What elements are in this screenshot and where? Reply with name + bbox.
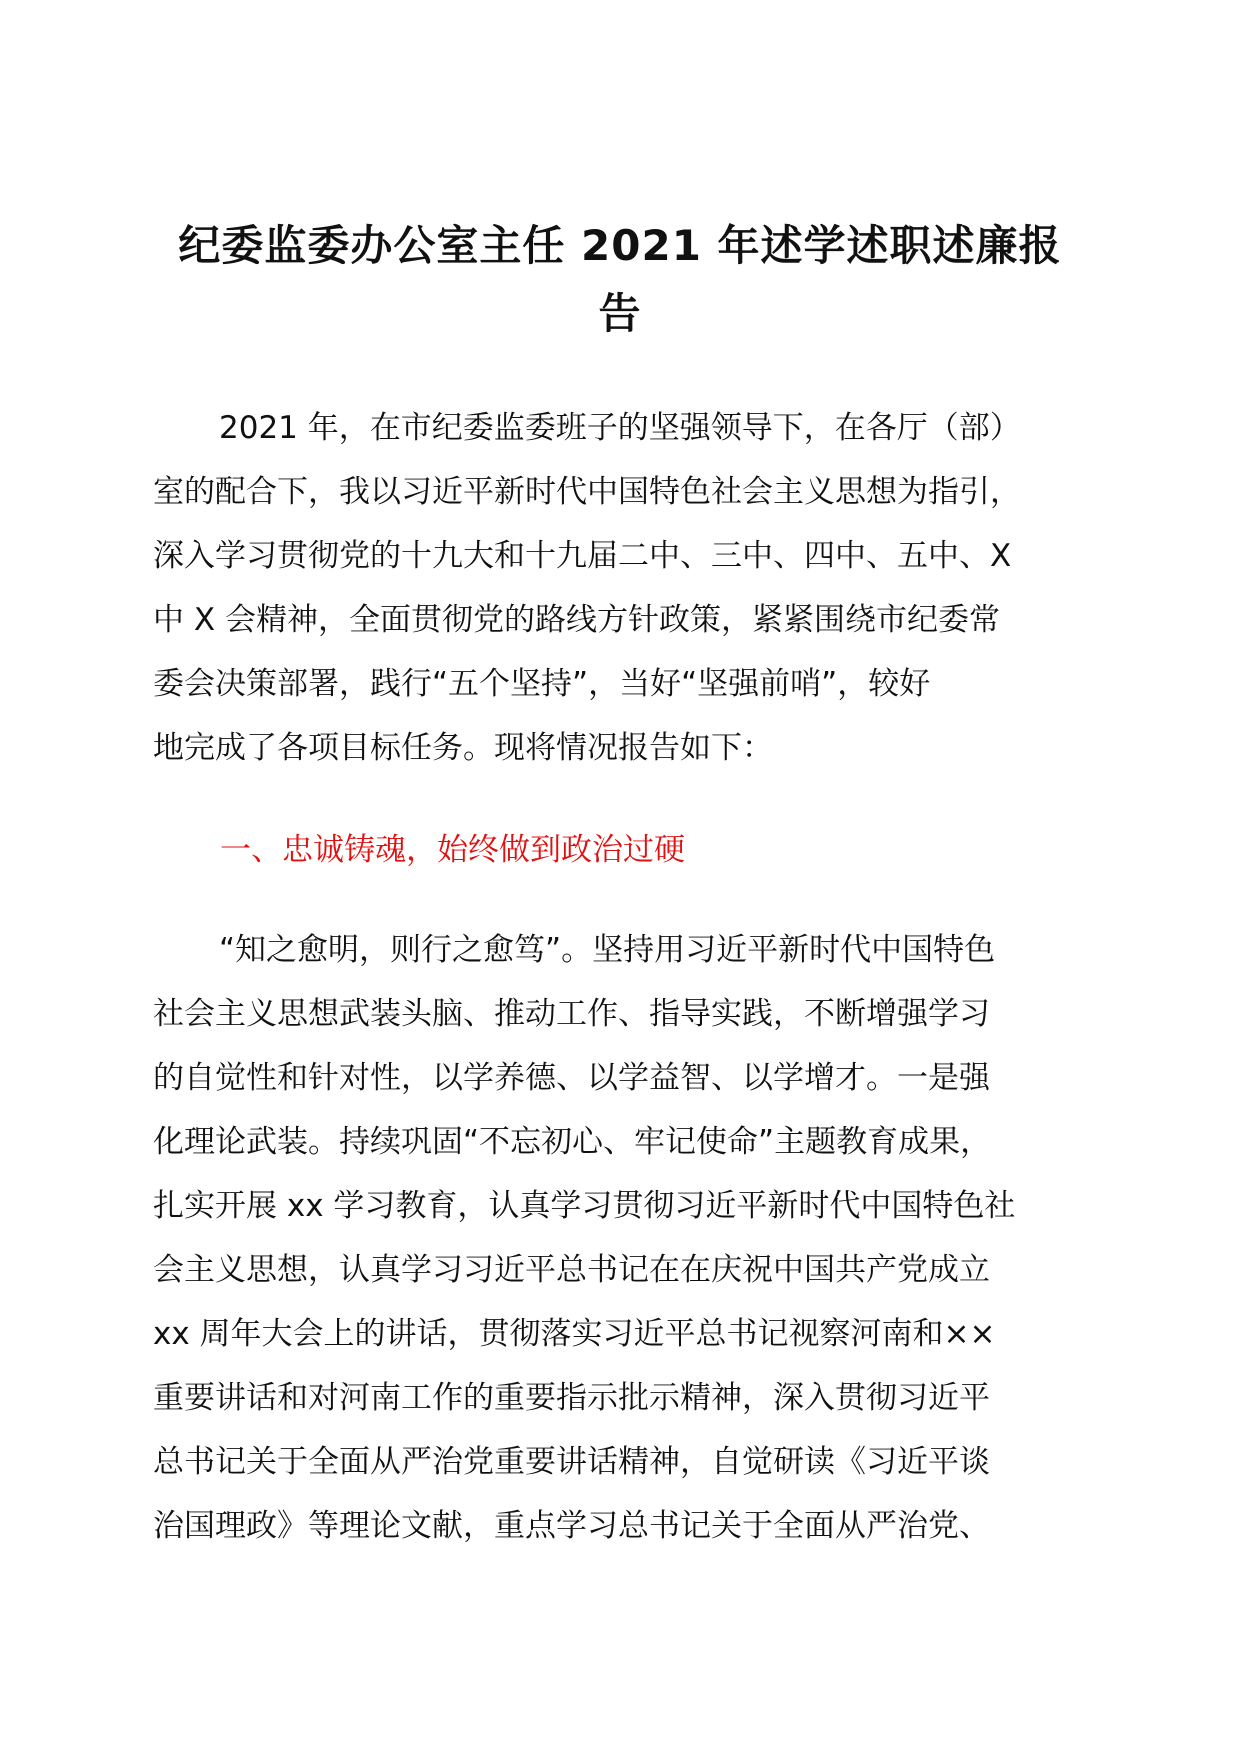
text-line: 总书记关于全面从严治党重要讲话精神，自觉研读《习近平谈 <box>153 1444 990 1480</box>
text-line: 重要讲话和对河南工作的重要指示批示精神，深入贯彻习近平 <box>153 1380 990 1416</box>
document-title <box>150 212 1090 348</box>
section-heading: 一、忠诚铸魂，始终做到政治过硬 <box>220 832 685 868</box>
section-paragraph <box>153 918 1113 1558</box>
text-line: 委会决策部署，践行“五个坚持”，当好“坚强前哨”，较好 <box>153 666 931 702</box>
text-line: 化理论武装。持续巩固“不忘初心、牢记使命”主题教育成果， <box>153 1124 992 1160</box>
title-line-1: 纪委监委办公室主任 2021 年述学述职述廉报 <box>178 221 1062 270</box>
text-line: 2021 年，在市纪委监委班子的坚强领导下，在各厅（部） <box>219 410 1021 446</box>
text-line: 中 X 会精神，全面贯彻党的路线方针政策，紧紧围绕市纪委常 <box>153 602 1000 638</box>
text-line: xx 周年大会上的讲话，贯彻落实习近平总书记视察河南和×× <box>153 1316 996 1352</box>
text-line: 治国理政》等理论文献，重点学习总书记关于全面从严治党、 <box>153 1508 990 1544</box>
text-line: 会主义思想，认真学习习近平总书记在在庆祝中国共产党成立 <box>153 1252 990 1288</box>
text-line: 深入学习贯彻党的十九大和十九届二中、三中、四中、五中、X <box>153 538 1012 574</box>
text-line: “知之愈明，则行之愈笃”。坚持用习近平新时代中国特色 <box>219 932 996 968</box>
text-line: 扎实开展 xx 学习教育，认真学习贯彻习近平新时代中国特色社 <box>153 1188 1016 1224</box>
text-line: 地完成了各项目标任务。现将情况报告如下： <box>153 730 773 766</box>
text-line: 的自觉性和针对性，以学养德、以学益智、以学增才。一是强 <box>153 1060 990 1096</box>
text-line: 社会主义思想武装头脑、推动工作、指导实践，不断增强学习 <box>153 996 990 1032</box>
intro-paragraph <box>153 396 1113 780</box>
document-body <box>153 396 1113 1558</box>
title-line-2: 告 <box>598 289 642 338</box>
text-line: 室的配合下，我以习近平新时代中国特色社会主义思想为指引， <box>153 474 1021 510</box>
